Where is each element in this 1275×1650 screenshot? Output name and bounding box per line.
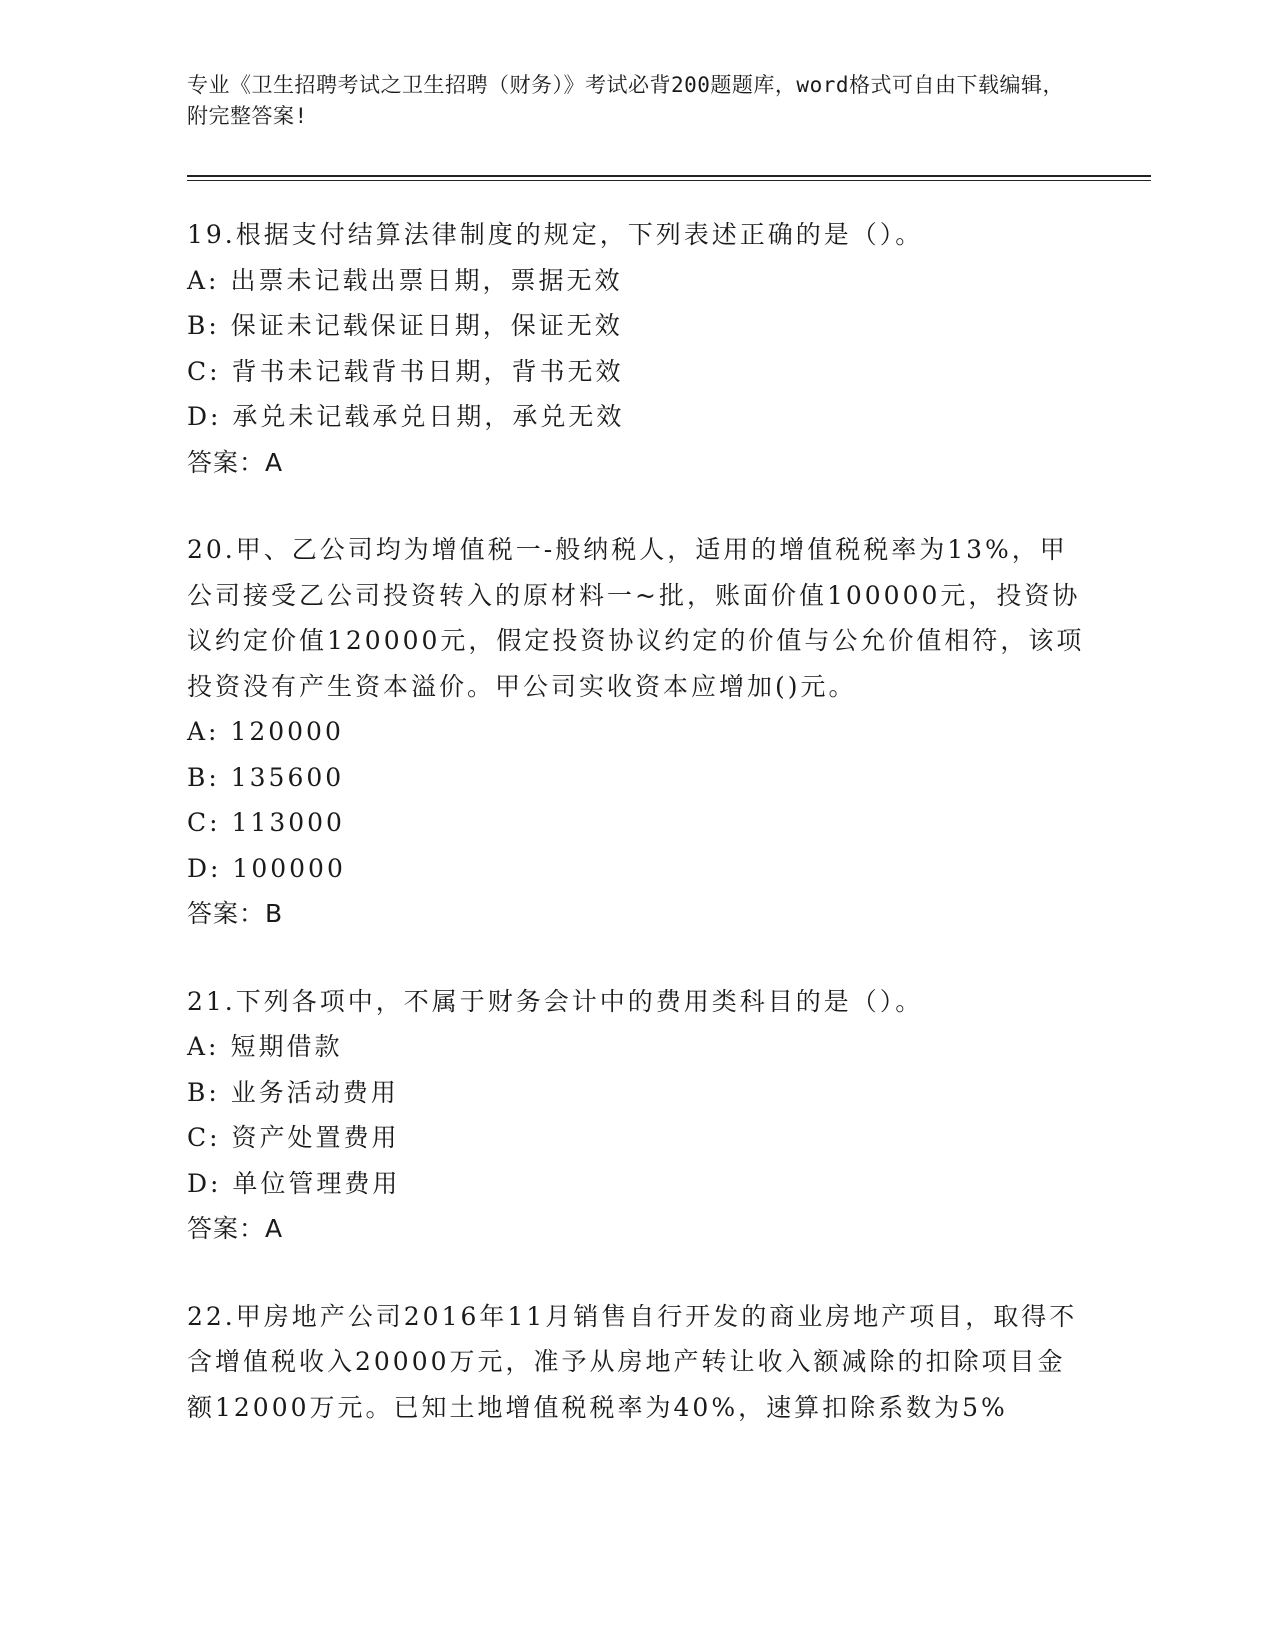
option-d: [187, 394, 1087, 440]
option-text: 120000: [230, 717, 344, 746]
option-c: [187, 1115, 1087, 1161]
option-letter: B:: [187, 1077, 220, 1107]
option-d: [187, 846, 1087, 892]
question-stem: 19.根据支付结算法律制度的规定，下列表述正确的是（）。: [187, 220, 924, 249]
question-22: [187, 1294, 1087, 1431]
question-20: [187, 527, 1087, 937]
question-stem: 21.下列各项中，不属于财务会计中的费用类科目的是（）。: [187, 986, 924, 1016]
option-letter: D:: [187, 402, 222, 431]
option-letter: D:: [187, 1168, 222, 1198]
question-21: [187, 979, 1087, 1252]
option-letter: D:: [187, 853, 222, 883]
answer-label: 答案：A: [187, 447, 284, 477]
question-stem: 22.甲房地产公司2016年11月销售自行开发的商业房地产项目，取得不含增值税收入20000万元，准予从房地产转让收入额减除的扣除项目金额12000万元。已知土地增值税税率为40%，速算扣除系数为5%: [187, 1301, 1078, 1422]
option-b: [187, 1070, 1087, 1116]
option-d: [187, 1161, 1087, 1207]
option-a: [187, 1024, 1087, 1070]
answer-label: 答案：B: [187, 899, 284, 928]
document-header: 专业《卫生招聘考试之卫生招聘（财务）》考试必背200题题库，word格式可自由下载编辑，附完整答案!: [187, 73, 1064, 128]
option-letter: B:: [187, 311, 220, 340]
option-a: [187, 709, 1087, 755]
option-text: 资产处置费用: [231, 1123, 400, 1152]
option-text: 出票未记载出票日期，票据无效: [230, 265, 623, 295]
header-divider-thin: [187, 180, 1151, 181]
option-letter: C:: [187, 808, 221, 837]
option-text: 承兑未记载承兑日期，承兑无效: [232, 402, 625, 431]
question-stem: 20.甲、乙公司均为增值税一-般纳税人，适用的增值税税率为13%，甲公司接受乙公司投资转入的原材料一~批，账面价值100000元，投资协议约定价值120000元，假定投资协议约定的价值与公允价值相符，该项投资没有产生资本溢价。甲公司实收资本应增加()元。: [187, 535, 1085, 701]
option-c: [187, 800, 1087, 846]
question-list: [187, 212, 1087, 1472]
option-text: 短期借款: [230, 1032, 343, 1061]
option-text: 135600: [230, 762, 345, 792]
option-text: 113000: [231, 808, 345, 837]
option-c: [187, 349, 1087, 395]
option-text: 单位管理费用: [232, 1168, 401, 1198]
option-text: 100000: [232, 853, 346, 883]
option-b: [187, 755, 1087, 801]
question-19: [187, 212, 1087, 485]
option-letter: A:: [187, 265, 220, 295]
option-letter: A:: [187, 717, 220, 746]
answer-label: 答案：A: [187, 1214, 284, 1243]
option-letter: B:: [187, 762, 220, 792]
option-letter: C:: [187, 356, 221, 386]
option-letter: A:: [187, 1032, 220, 1061]
option-letter: C:: [187, 1123, 221, 1152]
option-text: 保证未记载保证日期，保证无效: [230, 311, 623, 340]
option-b: [187, 303, 1087, 349]
option-text: 业务活动费用: [230, 1077, 399, 1107]
option-text: 背书未记载背书日期，背书无效: [231, 356, 624, 386]
option-a: [187, 258, 1087, 304]
header-divider-thick: [187, 175, 1151, 177]
